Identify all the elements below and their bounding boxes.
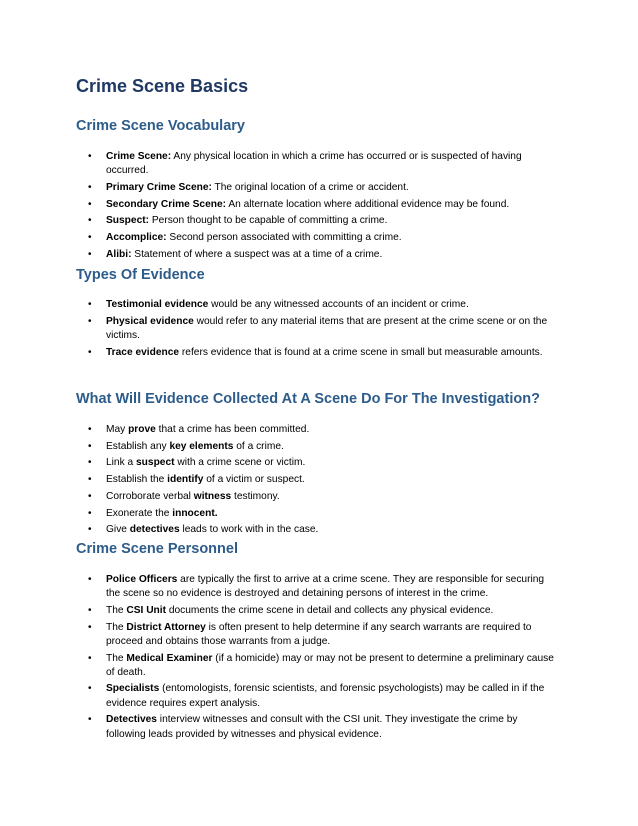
item-term: CSI Unit (126, 604, 167, 616)
item-text: that a crime has been committed. (155, 424, 310, 435)
bullet-icon: • (88, 474, 92, 486)
item-text: would be any witnessed accounts of an incident or crime. (208, 299, 469, 310)
bullet-icon: • (88, 621, 92, 633)
item-term: Physical evidence (106, 315, 194, 327)
item-text: would refer to any material items that are present at the crime scene or on the victims. (106, 315, 548, 341)
bullet-icon: • (88, 181, 92, 193)
list-item (76, 682, 556, 710)
item-text: An alternate location where additional evidence may be found. (226, 198, 510, 210)
bullet-icon: • (88, 524, 92, 536)
item-text: Link a (106, 457, 137, 469)
item-term: Suspect: (106, 215, 150, 227)
list-item (76, 214, 556, 228)
section-heading-personnel: Crime Scene Personnel (76, 541, 238, 557)
page-title: Crime Scene Basics (76, 76, 249, 96)
item-term: Trace evidence (106, 346, 180, 358)
bullet-icon: • (88, 490, 92, 502)
item-term: detectives (129, 524, 180, 536)
item-term: Crime Scene: (106, 151, 172, 162)
item-text: of a victim or suspect. (203, 474, 305, 486)
item-text: (if a homicide) may or may not be present to determine a preliminary cause of death. (106, 652, 554, 678)
item-text: Person thought to be capable of committing a crime. (149, 215, 388, 227)
list-item (76, 248, 556, 262)
item-text: Second person associated with committing a crime. (166, 232, 402, 244)
item-text: with a crime scene or victim. (174, 457, 306, 469)
list-item (76, 231, 556, 245)
item-term: witness (193, 490, 232, 502)
item-text: is often present to help determine if any search warrants are required to proceed and obtains those warrants from a judge. (106, 621, 532, 647)
item-text: are typically the first to arrive at a crime scene. They are responsible for securing the scene so no evidence is destroyed and detaining persons of interest in the crime. (106, 574, 545, 600)
item-text: Statement of where a suspect was at a time of a crime. (131, 248, 383, 260)
bullet-icon: • (88, 232, 92, 244)
item-text: Any physical location in which a crime has occurred or is suspected of having occurred. (106, 151, 522, 177)
bullet-icon: • (88, 604, 92, 616)
bullet-icon: • (88, 652, 92, 664)
item-term: Accomplice: (106, 232, 167, 244)
list-item (76, 473, 556, 487)
list-item (76, 652, 556, 680)
bullet-icon: • (88, 346, 92, 358)
item-text: Corroborate verbal (106, 490, 194, 502)
item-text: The (106, 621, 127, 633)
item-term: Testimonial evidence (106, 299, 209, 310)
investigation-list (76, 423, 556, 540)
item-text: May (106, 424, 129, 435)
bullet-icon: • (88, 440, 92, 452)
bullet-icon: • (88, 299, 92, 310)
list-item (76, 507, 556, 521)
item-text: interview witnesses and consult with the CSI unit. They investigate the crime by following leads provided by witnesses and physical evidence. (106, 714, 518, 740)
list-item (76, 150, 556, 178)
section-heading-investigation: What Will Evidence Collected At A Scene Do For The Investigation? (76, 391, 540, 407)
section-heading-evidence-types: Types Of Evidence (76, 267, 205, 283)
list-item (76, 490, 556, 504)
evidence-types-list (76, 298, 556, 362)
item-term: key elements (169, 440, 234, 452)
item-term: Secondary Crime Scene: (106, 198, 227, 210)
item-text: Establish the (106, 474, 168, 486)
item-term: Primary Crime Scene: (106, 181, 212, 193)
list-item (76, 315, 556, 343)
bullet-icon: • (88, 198, 92, 210)
item-text: Give (106, 524, 130, 536)
bullet-icon: • (88, 507, 92, 519)
item-text: (entomologists, forensic scientists, and forensic psychologists) may be called in if the evidence requires expert analysis. (106, 683, 545, 709)
list-item (76, 298, 556, 312)
bullet-icon: • (88, 248, 92, 260)
item-text: of a crime. (233, 440, 284, 452)
item-term: identify (167, 474, 204, 486)
bullet-icon: • (88, 215, 92, 227)
bullet-icon: • (88, 683, 92, 695)
bullet-icon: • (88, 151, 92, 162)
bullet-icon: • (88, 424, 92, 435)
vocabulary-list (76, 150, 556, 264)
item-text: testimony. (231, 490, 280, 502)
list-item (76, 621, 556, 649)
item-term: Medical Examiner (126, 652, 213, 664)
item-text: documents the crime scene in detail and collects any physical evidence. (166, 604, 494, 616)
item-text: The original location of a crime or accident. (211, 181, 409, 193)
list-item (76, 573, 556, 601)
item-term: suspect (136, 457, 175, 469)
item-term: Detectives (106, 714, 157, 726)
list-item (76, 456, 556, 470)
list-item (76, 523, 556, 537)
bullet-icon: • (88, 315, 92, 327)
list-item (76, 440, 556, 454)
bullet-icon: • (88, 714, 92, 726)
list-item (76, 346, 556, 360)
list-item (76, 713, 556, 741)
item-text: Exonerate the (106, 507, 173, 519)
list-item (76, 198, 556, 212)
list-item (76, 604, 556, 618)
item-term: innocent. (172, 507, 218, 519)
item-text: refers evidence that is found at a crime scene in small but measurable amounts. (179, 346, 543, 358)
item-term: Police Officers (106, 574, 178, 585)
item-term: Specialists (106, 683, 160, 695)
bullet-icon: • (88, 457, 92, 469)
item-term: Alibi: (106, 248, 132, 260)
bullet-icon: • (88, 574, 92, 585)
section-heading-vocabulary: Crime Scene Vocabulary (76, 118, 245, 134)
list-item (76, 181, 556, 195)
item-text: Establish any (106, 440, 170, 452)
personnel-list (76, 573, 556, 744)
item-text: The (106, 652, 127, 664)
item-text: The (106, 604, 127, 616)
item-text: leads to work with in the case. (179, 524, 319, 536)
item-term: District Attorney (126, 621, 206, 633)
item-term: prove (128, 424, 156, 435)
list-item (76, 423, 556, 437)
